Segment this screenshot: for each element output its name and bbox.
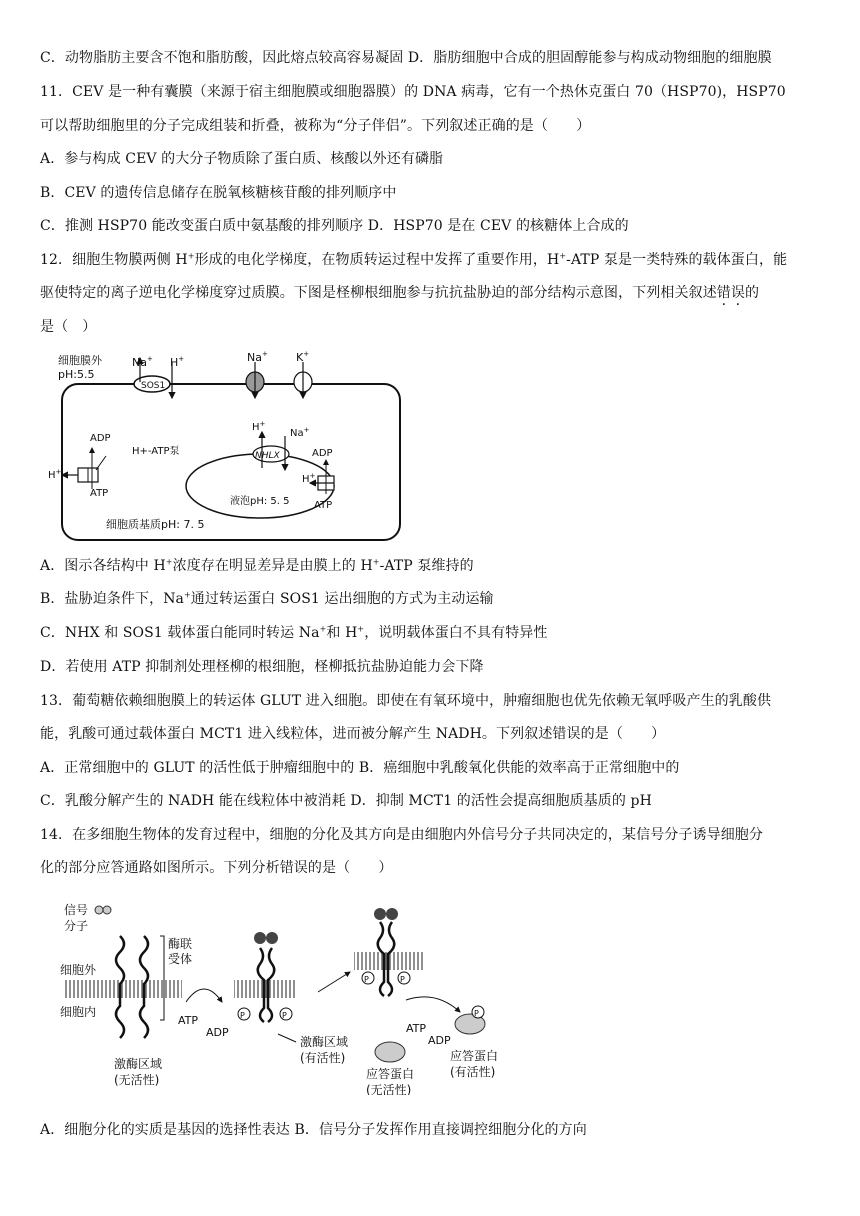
atp-label-left: ATP — [90, 488, 109, 499]
q11-option-a: A．参与构成 CEV 的大分子物质除了蛋白质、核酸以外还有磷脂 — [40, 151, 444, 167]
resp-active-label: (有活性) — [450, 1065, 496, 1079]
atp-label-vacuole: ATP — [314, 500, 333, 511]
svg-text:ADP: ADP — [428, 1034, 451, 1047]
q13-stem-line-1: 13．葡萄糖依赖细胞膜上的转运体 GLUT 进入细胞。即使在有氧环境中，肿瘤细胞也优先依赖无氧呼吸产生的乳酸供 — [40, 693, 772, 709]
q14-option-a-b: A．细胞分化的实质是基因的选择性表达 B．信号分子发挥作用直接调控细胞分化的方向 — [40, 1122, 587, 1138]
svg-text:P: P — [474, 1009, 479, 1018]
kinase-inactive-label: (无活性) — [114, 1073, 160, 1087]
q13-option-a-b: A．正常细胞中的 GLUT 的活性低于肿瘤细胞中的 B．癌细胞中乳酸氧化供能的效率高于正常细胞中的 — [40, 760, 680, 776]
q11-option-c-d: C．推测 HSP70 能改变蛋白质中氨基酸的排列顺序 D．HSP70 是在 CEV 的核糖体上合成的 — [40, 218, 629, 234]
sos1-h-label: H+ — [170, 355, 185, 369]
signal-label-2: 分子 — [64, 919, 89, 933]
kinase-label-2: 激酶区域 — [300, 1035, 349, 1049]
k-channel-label: K+ — [296, 350, 310, 364]
q12-stem-line-3: 是（ ） — [40, 319, 97, 335]
adp-label-left: ADP — [90, 433, 111, 444]
resp-label-1: 应答蛋白 — [366, 1067, 415, 1081]
h-atp-pump-label: H+-ATP泵 — [132, 446, 180, 457]
na-channel-label: Na+ — [247, 350, 268, 364]
cell-membrane — [62, 384, 400, 540]
nhx-na-label: Na+ — [290, 426, 310, 439]
adp-label-vacuole: ADP — [312, 448, 333, 459]
svg-text:ATP: ATP — [178, 1014, 199, 1027]
resp-label-2: 应答蛋白 — [450, 1049, 499, 1063]
h-vacuole-label: H+ — [302, 472, 316, 485]
kinase-label-1: 激酶区域 — [114, 1057, 163, 1071]
emphasis-char: 错 — [716, 285, 731, 301]
q12-option-a: A．图示各结构中 H+浓度存在明显差异是由膜上的 H+-ATP 泵维持的 — [40, 557, 474, 574]
matrix-ph-label: 细胞质基质pH: 7. 5 — [106, 518, 205, 531]
outside-ph-label: pH:5.5 — [58, 368, 95, 381]
kinase-active-label: (有活性) — [300, 1051, 346, 1065]
q14-signal-pathway-diagram — [56, 900, 526, 1095]
q12-option-c: C．NHX 和 SOS1 载体蛋白能同时转运 Na+和 H+，说明载体蛋白不具有特异性 — [40, 624, 548, 641]
q11-stem-line-1: 11．CEV 是一种有囊膜（来源于宿主细胞膜或细胞器膜）的 DNA 病毒，它有一个热休克蛋白 70（HSP70)，HSP70 — [40, 84, 786, 100]
inside-label: 细胞内 — [60, 1005, 97, 1019]
q14-stem-line-1: 14．在多细胞生物体的发育过程中，细胞的分化及其方向是由细胞内外信号分子共同决定的，某信号分子诱导细胞分 — [40, 827, 764, 843]
q11-stem-line-2: 可以帮助细胞里的分子完成组装和折叠，被称为“分子伴侣”。下列叙述正确的是（ ） — [40, 118, 591, 134]
outside-label: 细胞膜外 — [58, 354, 102, 367]
q12-stem-line-2: 驱使特定的离子逆电化学梯度穿过质膜。下图是柽柳根细胞参与抗抗盐胁迫的部分结构示意图，下列相关叙述错误的 — [40, 285, 760, 301]
resp-inactive-label: (无活性) — [366, 1083, 412, 1095]
receptor-label-2: 受体 — [168, 952, 193, 966]
vacuole — [186, 454, 334, 518]
response-protein-inactive — [375, 1042, 405, 1062]
q12-root-cell-diagram — [40, 344, 410, 544]
vacuole-ph-label: 液泡pH: 5. 5 — [230, 496, 290, 507]
svg-text:ATP: ATP — [406, 1022, 427, 1035]
bound-signal-icon — [254, 932, 266, 944]
signal-label-1: 信号 — [64, 903, 89, 917]
outside-label: 细胞外 — [60, 963, 97, 977]
receptor-label-1: 酶联 — [168, 937, 193, 951]
q12-stem-line-1: 12．细胞生物膜两侧 H+形成的电化学梯度，在物质转运过程中发挥了重要作用，H+-ATP 泵是一类特殊的载体蛋白，能 — [40, 251, 788, 268]
q14-stem-line-2: 化的部分应答通路如图所示。下列分析错误的是（ ） — [40, 860, 393, 876]
svg-text:NHLX: NHLX — [255, 451, 280, 461]
emphasis-char: 误 — [730, 285, 746, 301]
nhx-h-label: H+ — [252, 420, 266, 433]
signal-molecule-icon — [95, 906, 103, 914]
q11-option-b: B．CEV 的遗传信息储存在脱氧核糖核苷酸的排列顺序中 — [40, 185, 397, 201]
q13-option-c-d: C．乳酸分解产生的 NADH 能在线粒体中被消耗 D．抑制 MCT1 的活性会提高细胞质基质的 pH — [40, 793, 652, 809]
svg-text:P: P — [282, 1011, 287, 1020]
q12-option-d: D．若使用 ATP 抑制剂处理柽柳的根细胞，柽柳抵抗盐胁迫能力会下降 — [40, 659, 484, 675]
svg-text:SOS1: SOS1 — [141, 381, 166, 391]
svg-text:ADP: ADP — [206, 1026, 229, 1039]
q12-option-b: B．盐胁迫条件下，Na+通过转运蛋白 SOS1 运出细胞的方式为主动运输 — [40, 590, 494, 607]
svg-text:P: P — [240, 1011, 245, 1020]
svg-text:P: P — [364, 975, 369, 984]
sos1-na-label: Na+ — [132, 355, 153, 369]
svg-text:P: P — [400, 975, 405, 984]
q10-option-c-d: C．动物脂肪主要含不饱和脂肪酸，因此熔点较高容易凝固 D．脂肪细胞中合成的胆固醇能参与构成动物细胞的细胞膜 — [40, 50, 772, 66]
q13-stem-line-2: 能，乳酸可通过载体蛋白 MCT1 进入线粒体，进而被分解产生 NADH。下列叙述错误的是（ ） — [40, 726, 666, 742]
h-out-label: H+ — [48, 468, 62, 481]
